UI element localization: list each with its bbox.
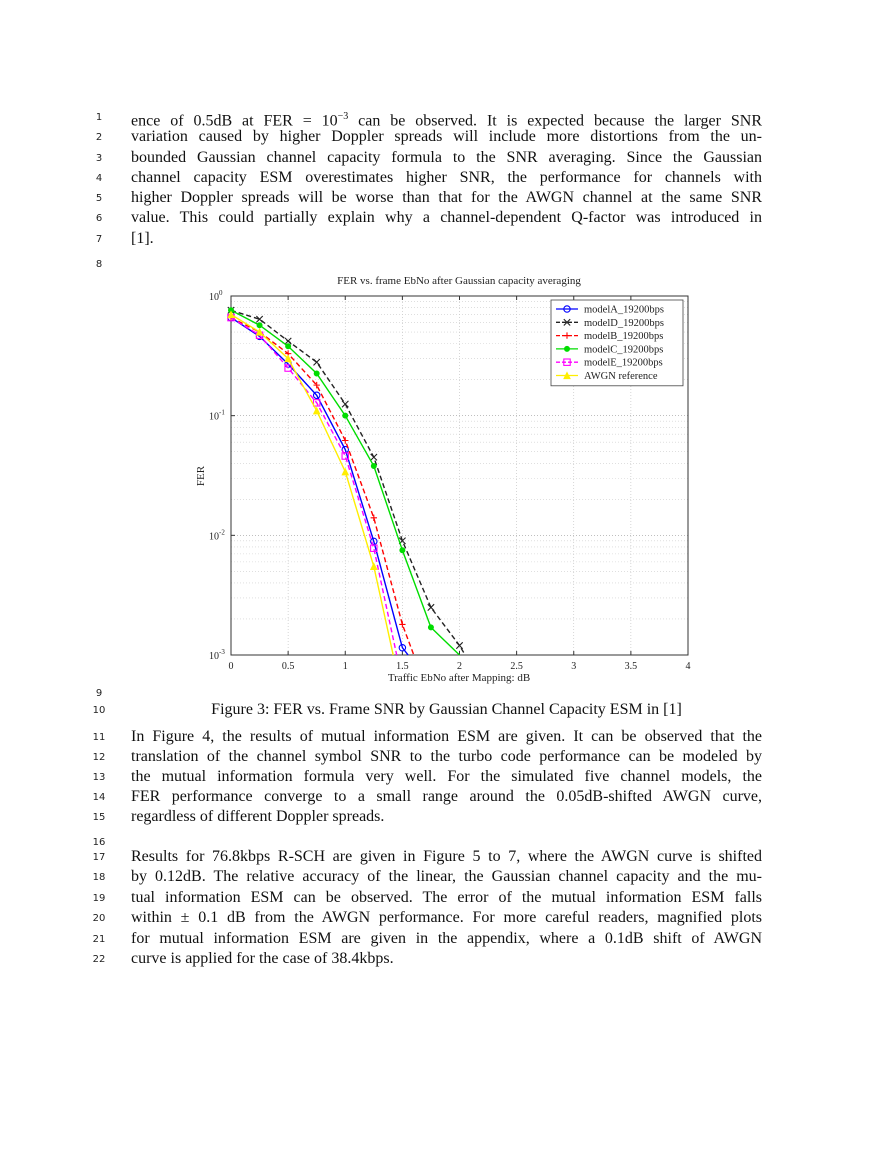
line-number: 21 [92, 934, 106, 945]
text-line [0, 747, 893, 767]
text-line [0, 208, 893, 228]
chart-legend [551, 300, 683, 386]
data-point [400, 548, 405, 553]
line-number: 2 [95, 132, 103, 143]
data-point [314, 371, 319, 376]
line-number: 4 [95, 173, 103, 184]
body-text: regardless of different Doppler spreads. [131, 808, 385, 825]
line-number: 12 [92, 752, 106, 763]
body-text: the mutual information formula very well. For the simulated five channel models, the [131, 768, 762, 785]
x-tick-label: 0.5 [281, 661, 295, 672]
line-number: 19 [92, 893, 106, 904]
data-point [286, 344, 291, 349]
line-number: 11 [92, 732, 106, 743]
body-text: FER performance converge to a small range around the 0.05dB-shifted AWGN curve, [131, 788, 762, 805]
line-number: 15 [92, 812, 106, 823]
text-line [0, 807, 893, 827]
series-modelc-19200bps [228, 308, 459, 655]
x-tick-label: 1.5 [396, 661, 409, 672]
x-axis-label: Traffic EbNo after Mapping: dB [387, 672, 531, 684]
line-number: 14 [92, 792, 106, 803]
text-line [0, 867, 893, 887]
body-text: for mutual information ESM are given in the appendix, where a 0.1dB shift of AWGN [131, 930, 762, 947]
line-number: 7 [95, 234, 103, 245]
x-tick-label: 3 [571, 661, 577, 672]
body-text: Results for 76.8kbps R-SCH are given in Figure 5 to 7, where the AWGN curve is shifted [131, 848, 762, 865]
data-point [342, 437, 348, 443]
body-text: translation of the channel symbol SNR to the turbo code performance can be modeled by [131, 748, 762, 765]
data-point [428, 625, 433, 630]
figure-caption: Figure 3: FER vs. Frame SNR by Gaussian Channel Capacity ESM in [1] [211, 701, 682, 718]
legend-label: modelD_19200bps [584, 317, 664, 329]
caption-line [0, 700, 893, 720]
line-number: 3 [95, 153, 103, 164]
series-line [231, 315, 393, 656]
data-point [371, 454, 377, 460]
data-point [564, 346, 569, 351]
series-modela-19200bps [228, 314, 408, 655]
series-awgn-reference [228, 311, 393, 655]
superscript: −3 [337, 111, 349, 122]
line-number: 17 [92, 852, 106, 863]
line-number: 10 [92, 705, 106, 716]
line-number: 8 [95, 259, 103, 270]
text-line [0, 888, 893, 908]
text-line [0, 148, 893, 168]
body-text: tual information ESM can be observed. The error of the mutual information ESM falls [131, 889, 762, 906]
x-tick-label: 2 [457, 661, 462, 672]
data-point [371, 463, 376, 468]
y-tick-label: $10^{-1}$ [209, 408, 225, 423]
data-point [313, 359, 319, 365]
legend-label: modelA_19200bps [584, 304, 664, 316]
data-point [342, 469, 348, 475]
body-text: within ± 0.1 dB from the AWGN performance. For more careful readers, magnified plots [131, 909, 762, 926]
y-axis-label: FER [195, 465, 207, 487]
data-point [343, 413, 348, 418]
line-number: 16 [92, 837, 106, 848]
y-tick-label: $10^{-3}$ [209, 648, 225, 662]
body-text: higher Doppler spreads will be worse than that for the AWGN channel at the same SNR [131, 189, 762, 206]
text-line [0, 949, 893, 969]
data-point [371, 515, 377, 521]
line-number: 1 [95, 112, 103, 123]
fer-chart [185, 268, 705, 688]
body-text: bounded Gaussian channel capacity formula to the SNR averaging. Since the Gaussian [131, 149, 762, 166]
data-point [257, 323, 262, 328]
data-point [371, 563, 377, 569]
line-number: 18 [92, 872, 106, 883]
line-number: 20 [92, 913, 106, 924]
text-line [0, 727, 893, 747]
text-line [0, 767, 893, 787]
text-line [0, 929, 893, 949]
series-modelb-19200bps [228, 314, 414, 655]
data-point [313, 408, 319, 414]
text-line [0, 107, 893, 130]
x-tick-label: 3.5 [624, 661, 638, 672]
body-text: curve is applied for the case of 38.4kbps. [131, 950, 394, 967]
series-modeld-19200bps [228, 307, 465, 655]
body-text: ence of 0.5dB at FER = $10^{-3}$ can be observed. It is expected because the larger SNR [131, 111, 762, 130]
text-line [0, 229, 893, 249]
text-line [0, 168, 893, 188]
line-number: 5 [95, 193, 103, 204]
body-text: In Figure 4, the results of mutual information ESM are given. It can be observed that the [131, 728, 762, 745]
series-line [231, 318, 397, 655]
x-tick-label: 4 [685, 661, 691, 672]
text-line [0, 127, 893, 147]
body-text: [1]. [131, 230, 154, 247]
data-point [399, 621, 405, 627]
series-modele-19200bps [228, 314, 397, 655]
chart-title: FER vs. frame EbNo after Gaussian capacity averaging [337, 275, 581, 287]
text-line [0, 188, 893, 208]
body-text: value. This could partially explain why a channel-dependent Q-factor was introduced in [131, 209, 762, 226]
legend-label: modelC_19200bps [584, 344, 664, 356]
y-tick-label: $10^{-2}$ [209, 528, 225, 543]
x-tick-label: 1 [342, 661, 348, 672]
legend-label: modelE_19200bps [584, 357, 663, 369]
line-number: 6 [95, 213, 103, 224]
text-line [0, 787, 893, 807]
y-tick-label: $10^0$ [209, 289, 223, 303]
chart-series [228, 307, 465, 655]
legend-label: AWGN reference [584, 371, 658, 382]
text-line [0, 847, 893, 867]
text-line [0, 908, 893, 928]
line-number: 22 [92, 954, 106, 965]
line-number: 13 [92, 772, 106, 783]
body-text: channel capacity ESM overestimates higher SNR, the performance for channels with [131, 169, 762, 186]
body-text: by 0.12dB. The relative accuracy of the linear, the Gaussian channel capacity and the mu- [131, 868, 762, 885]
body-text: variation caused by higher Doppler spreads will include more distortions from the un- [131, 128, 762, 145]
legend-label: modelB_19200bps [584, 331, 664, 343]
x-tick-label: 0 [228, 661, 234, 672]
line-number: 9 [95, 688, 103, 699]
x-tick-label: 2.5 [510, 661, 523, 672]
data-point [428, 604, 434, 610]
